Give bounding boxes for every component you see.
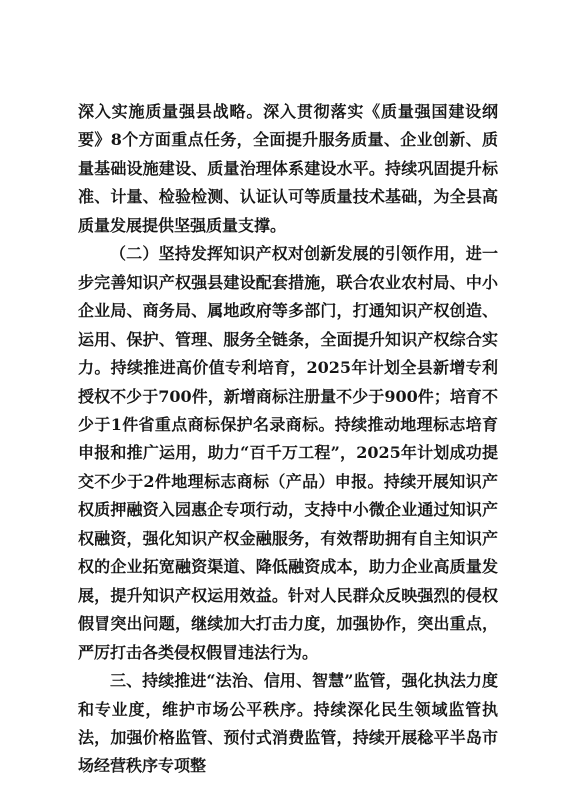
paragraph-quality-strategy: 深入实施质量强县战略。深入贯彻落实《质量强国建设纲要》8个方面重点任务，全面提升服务质量、企业创新、质量基础设施建设、质量治理体系建设水平。持续巩固提升标准、计量、检验检测、认证认可等质量技术基础，为全县高质量发展提供坚强质量支撑。 — [78, 102, 498, 235]
document-page — [78, 98, 498, 781]
paragraph-market-supervision: 三、持续推进“法治、信用、智慧”监管，强化执法力度和专业度，维护市场公平秩序。持续深化民生领域监管执法，加强价格监管、预付式消费监管，持续开展稔平半岛市场经营秩序专项整 — [78, 671, 498, 776]
paragraph-intellectual-property: （二）坚持发挥知识产权对创新发展的引领作用，进一步完善知识产权强县建设配套措施，联合农业农村局、中小企业局、商务局、属地政府等多部门，打通知识产权创造、运用、保护、管理、服务全链条，全面提升知识产权综合实力。持续推进高价值专利培育，2025年计划全县新增专利授权不少于700件，新增商标注册量不少于900件；培育不少于1件省重点商标保护名录商标。持续推动地理标志培育申报和推广运用，助力“百千万工程”，2025年计划成功提交不少于2件地理标志商标（产品）申报。持续开展知识产权质押融资入园惠企专项行动，支持中小微企业通过知识产权融资，强化知识产权金融服务，有效帮助拥有自主知识产权的企业拓宽融资渠道、降低融资成本，助力企业高质量发展，提升知识产权运用效益。针对人民群众反映强烈的侵权假冒突出问题，继续加大打击力度，加强协作，突出重点，严厉打击各类侵权假冒违法行为。 — [78, 244, 498, 662]
